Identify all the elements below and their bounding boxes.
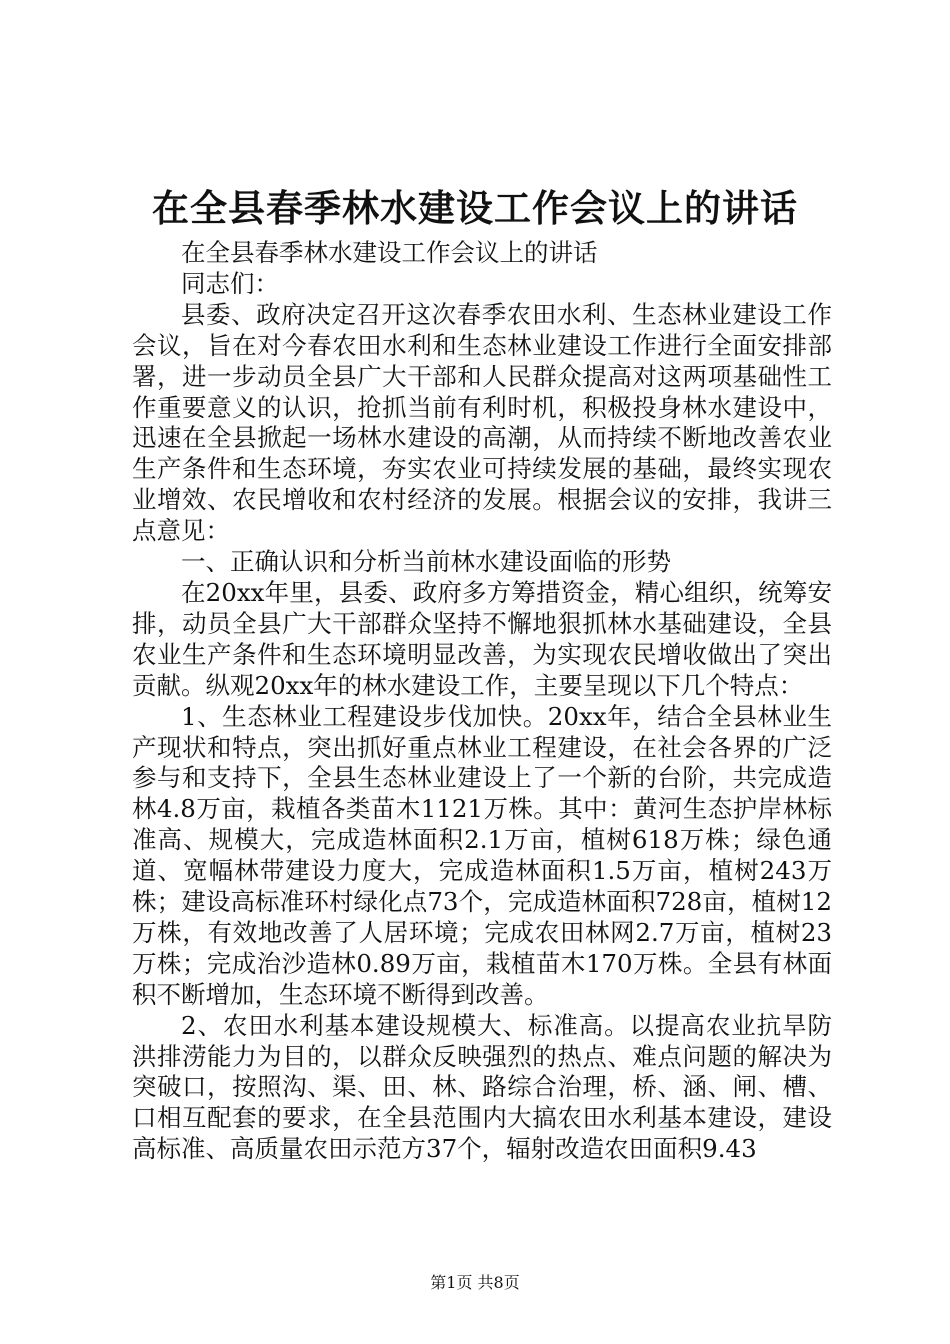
paragraph-overview: 在20xx年里，县委、政府多方筹措资金，精心组织，统筹安排，动员全县广大干部群众坚持不懈地狠抓林水基础建设，全县农业生产条件和生态环境明显改善，为实现农民增收做出了突出贡献。纵观20xx年的林水建设工作，主要呈现以下几个特点：	[132, 577, 832, 700]
page-number-footer: 第1页 共8页	[430, 1273, 520, 1292]
paragraph-intro: 县委、政府决定召开这次春季农田水利、生态林业建设工作会议，旨在对今春农田水利和生态林业建设工作进行全面安排部署，进一步动员全县广大干部和人民群众提高对这两项基础性工作重要意义的认识，抢抓当前有利时机，积极投身林水建设中，迅速在全县掀起一场林水建设的高潮，从而持续不断地改善农业生产条件和生态环境，夯实农业可持续发展的基础，最终实现农业增效、农民增收和农村经济的发展。根据会议的安排，我讲三点意见：	[132, 299, 832, 546]
paragraph-salutation: 同志们：	[181, 268, 279, 298]
document-title: 在全县春季林水建设工作会议上的讲话	[152, 186, 798, 230]
paragraph-point-2: 2、农田水利基本建设规模大、标准高。以提高农业抗旱防洪排涝能力为目的，以群众反映强烈的热点、难点问题的解决为突破口，按照沟、渠、田、林、路综合治理，桥、涵、闸、槽、口相互配套的要求，在全县范围内大搞农田水利基本建设，建设高标准、高质量农田示范方37个，辐射改造农田面积9.43	[132, 1010, 832, 1164]
paragraph-subtitle: 在全县春季林水建设工作会议上的讲话	[181, 238, 598, 267]
section-heading-1: 一、正确认识和分析当前林水建设面临的形势	[181, 547, 671, 577]
paragraph-point-1: 1、生态林业工程建设步伐加快。20xx年，结合全县林业生产现状和特点，突出抓好重点林业工程建设，在社会各界的广泛参与和支持下，全县生态林业建设上了一个新的台阶，共完成造林4.8万亩，栽植各类苗木1121万株。其中：黄河生态护岸林标准高、规模大，完成造林面积2.1万亩，植树618万株；绿色通道、宽幅林带建设力度大，完成造林面积1.5万亩，植树243万株；建设高标准环村绿化点73个，完成造林面积728亩，植树12万株，有效地改善了人居环境；完成农田林网2.7万亩，植树23万株；完成治沙造林0.89万亩，栽植苗木170万株。全县有林面积不断增加，生态环境不断得到改善。	[132, 701, 832, 1009]
document-body	[132, 238, 832, 1165]
